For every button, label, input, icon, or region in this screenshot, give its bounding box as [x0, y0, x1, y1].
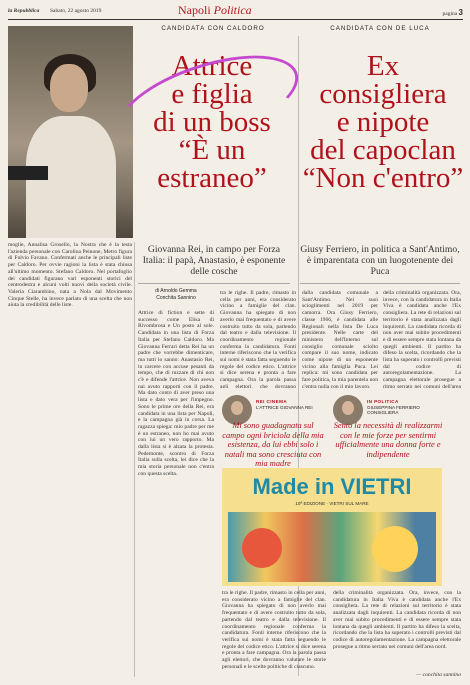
- photo-face: [50, 64, 88, 112]
- right-headline-line: Ex consigliera: [319, 50, 447, 110]
- top-rule: [8, 19, 463, 20]
- right-headline-line: “Non c'entro”: [302, 162, 464, 194]
- left-deck: Giovanna Rei, in campo per Forza Italia: il papà, Anastasio, è esponente delle cosche: [142, 244, 286, 277]
- left-quote-tag: [256, 399, 322, 410]
- right-headline: [302, 52, 464, 192]
- section-title: [178, 3, 252, 18]
- page-number-value: 3: [458, 8, 463, 17]
- left-tag-title: REI CINEMA: [256, 399, 288, 404]
- ad-shape: [242, 528, 282, 568]
- right-body-column-2: della criminalità organizzata. Ora, invece, con la candidatura in Italia Viva è candidata anche l'Ex consigliera. La rete di relazioni sul territorio è stata analizzata dagli inquirenti. La candidata ricorda di non aver mai subito procedimenti e di essere sempre stata lontana da quegli ambienti. Il partito ha difeso la scelta, ricordando che la lista ha superato i controlli previsti dal codice di autoregolamentazione. La campagna elettorale prosegue a ritmo serrato nei comuni dell'area: [383, 290, 461, 388]
- left-body-column: Attrice di fiction e sette di successo come Elisa di Rivombrosa e Un posto al sole. Candidata in una lista di Forza Italia per Stefano Caldoro. Ma Giovanna Ferrari detta Rei ha un padre che vorrebbe dimenticare, ma tutti lo sanno: Anastasio Rei, in carcere con accuse pesanti da tempo, che di ruzzare di chi non c'è e difende l'attrice. Non aveva nai avuto rapporti con il padre. Ma dato conto di aver preso una lista e dato vera per l'impegno. Sono le prime ore della Rei, era candidata in una lista per Napoli, e la campagna già in corsa. La ragazza spiega: mio padre per me è un estraneo, non ho mai avuto con lui un vero rapporto. Ma dalla lista si è alzata la protesta. Pedemonte, scontro di Forza Italia sulla scelta, lei dice che la mia storia personale non c'entra con questa scelta.: [138, 310, 214, 477]
- advertisement[interactable]: [222, 468, 442, 586]
- right-quote-text: Sento la necessità di realizzarmi con le mie forze per sentirmi ufficialmente una donna forte e indipendente: [333, 421, 443, 459]
- right-tag-title: IN POLITICA: [367, 399, 399, 404]
- left-headline-line: Attrice: [171, 50, 253, 82]
- photo-microphone: [8, 166, 48, 180]
- left-deck-rule: [138, 283, 290, 284]
- actress-photo: [8, 26, 133, 238]
- byline-author: di Arnoldo Gemma: [155, 288, 197, 294]
- issue-date: Sabato, 22 agosto 2019: [50, 8, 102, 14]
- right-quote-tag: [367, 399, 443, 416]
- masthead: [8, 5, 463, 19]
- right-lower-column: della criminalità organizzata. Ora, invece, con la candidatura in Italia Viva è candidata anche l'Ex consigliera. La rete di relazioni sul territorio è stata analizzata dagli inquirenti. La candidata ricorda di non aver mai subito procedimenti e di essere sempre stata lontana da quegli ambienti. Il partito ha difeso la scelta, ricordando che la lista ha superato i controlli previsti dal codice di autoregolamentazione. La campagna elettorale prosegue a ritmo serrato nei comuni dell'area nord.: [333, 590, 461, 650]
- section-subname: Politica: [213, 3, 252, 17]
- publication-name: la Repubblica: [8, 8, 40, 14]
- right-deck: Giusy Ferriero, in politica a Sant'Antimo, è imparentata con un luogotenente dei Puca: [300, 244, 460, 277]
- page-label: pagina: [442, 11, 458, 17]
- left-byline: [136, 288, 216, 302]
- right-headline-line: del capoclan: [310, 134, 456, 166]
- left-headline-line: “È un estraneo”: [157, 134, 267, 194]
- column-rule: [134, 242, 135, 677]
- left-headline-line: di un boss: [153, 106, 271, 138]
- right-headline-line: e nipote: [336, 106, 430, 138]
- ad-shape: [372, 526, 418, 572]
- page-number: [443, 8, 464, 17]
- left-tag-sub: L'ATTRICE GIOVANNA REI: [256, 404, 313, 410]
- left-quote-text: Mi sono guadagnata sul campo ogni briciola della mia esistenza, da lui ebbi solo i natali ma sono cresciuta con mia madre: [222, 421, 324, 469]
- ad-title: Made in VIETRI: [252, 474, 412, 499]
- left-lower-column: tra le righe. Il padre, rimasto in cella per anni, era considerato vicino a famiglie del clan. Giovanna ha spiegato di non averlo mai frequentato e di avere costruito tutto da sola, partendo dal teatro e dalla televisione. Il coordinamento regionale conferma la candidatura. Fonti interne riferiscono che la verifica sui nomi è stata fatta seguendo le regole del codice etico. L'attrice si dice serena e pronta a fare campagna. Ora la parola passa agli elettori, che dovranno valutare le storie personali e le scelte politiche di ciascuno.: [222, 590, 326, 670]
- right-tag-sub: GIUSEPPINA FERRIERO CONSIGLIERA: [367, 404, 420, 416]
- byline-author: Conchita Sannino: [156, 295, 196, 301]
- right-body-column: dalla candidata comunale a Sant'Antimo. Nei suoi scioglimenti nel 2019 per camorra. Ora Giusy Ferriero, classe 1966, è candidata alle Regionali nella lista De Luca presidente. Nelle carte del ministero dell'Interno sul consiglio comunale sciolto compare il suo nome, indicato come nipote di un esponente vicino alla famiglia Puca. Lei replica: mi sono candidata per fare politica, la mia parentela non c'entra nulla con il mio lavoro.: [302, 290, 378, 388]
- right-kicker: CANDIDATA CON DE LUCA: [330, 25, 430, 32]
- left-far-column: moglie, Annalisa Grosello, la Nostra che è la testa l'azienda personale con Carolina Peinone, Metro figura di Fulvio Favano. Confermati anche le principali liste per Caldoro. Per ovvie ragioni la lista è stata chiusa all'ultimo momento. Stefano Caldoro. Nel portafoglio dei candidati figurano vari esponenti storici del centrodestra e alcuni volti nuovi della società civile. Valeria Ciarambino, nata a Nola dal Movimento Cinque Stelle, ha invece parlato di una scelta che non aiuta la credibilità delle liste.: [8, 242, 132, 309]
- right-deck-rule: [300, 283, 460, 284]
- left-headline-line: e figlia: [171, 78, 253, 110]
- left-kicker: CANDIDATA CON CALDORO: [161, 25, 265, 32]
- section-name: Napoli: [178, 3, 211, 17]
- left-body-column-2: tra le righe. Il padre, rimasto in cella per anni, era considerato vicino a famiglie del clan. Giovanna ha spiegato di non averlo mai frequentato e di avere costruito tutto da sola, partendo dal teatro e dalla televisione. Il coordinamento regionale conferma la candidatura. Fonti interne riferiscono che la verifica sui nomi è stata fatta seguendo le regole del codice etico. L'attrice si dice serena e pronta a fare campagna. Ora la parola passa agli elettori, che dovranno: [220, 290, 296, 388]
- ad-subtitle: 10ª EDIZIONE · VIETRI SUL MARE: [295, 501, 369, 506]
- right-byline-end: — conchita sannino: [416, 672, 461, 678]
